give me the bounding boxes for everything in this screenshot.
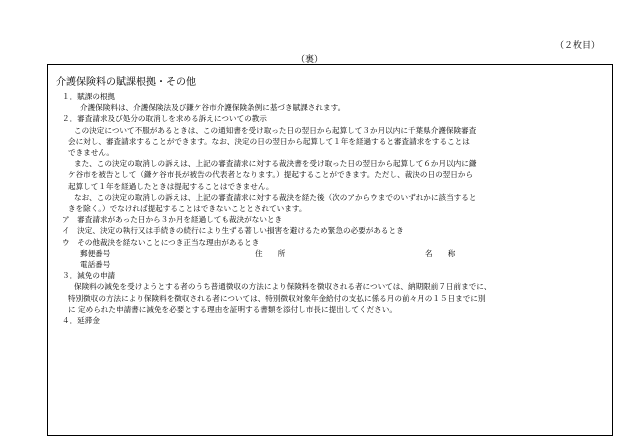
section-2-text-line: きを除く。）でなければ提起することはできないこととされています。 [68, 204, 307, 214]
condition-u: ウ その他裁決を経ないことにつき正当な理由があるとき [62, 237, 260, 247]
section-3-text-line: 特別徴収の方法により保険料を徴収される者については、特別徴収対象年金給付の支払に係る月の前々月の１５日までに別 [68, 293, 486, 303]
phone-label: 電話番号 [80, 260, 111, 270]
section-2-text-line: ケ谷市を被告として（鎌ケ谷市長が被告の代表者となります。）提起することができます。ただし、裁決の日の翌日から [68, 170, 474, 180]
section-2-heading: ２．審査請求及び処分の取消しを求める訴えについての教示 [62, 114, 267, 124]
section-1-heading: １．賦課の根拠 [62, 92, 116, 101]
section-2-text-line: この決定について不服があるときは、この通知書を受け取った日の翌日から起算して３か月以内に千葉県介護保険審査 [74, 125, 477, 135]
section-2-text-line: なお、この決定の取消しの訴えは、上記の審査請求に対する裁決を経た後（次のアからウまでのいずれかに該当すると [74, 192, 477, 202]
condition-i: イ 決定、決定の執行又は手続きの続行により生ずる著しい損害を避けるため緊急の必要があるとき [62, 226, 404, 236]
section-title: 介護保険料の賦課根拠・その他 [56, 77, 196, 88]
section-3-text-line: 保険料の減免を受けようとする者のうち普通徴収の方法により保険料を徴収される者については、納期限前７日前までに、 [74, 282, 492, 292]
section-4-heading: ４．延滞金 [62, 316, 100, 326]
section-2-text-line: できません。 [68, 148, 115, 158]
section-2-text-line: 起算して１年を経過したときは提起することはできません。 [68, 181, 274, 191]
section-3-text-line: に 定められた申請書に減免を必要とする理由を証明する書類を添付し市長に提出してください。 [68, 304, 397, 314]
back-side-label: （裏） [296, 55, 324, 65]
condition-a: ア 審査請求があった日から３か月を経過しても裁決がないとき [62, 215, 283, 225]
contact-row [56, 248, 604, 259]
section-2-text-line: また、この決定の取消しの訴えは、上記の審査請求に対する裁決書を受け取った日の翌日から起算して６か月以内に鎌 [74, 159, 477, 169]
page-number: （２枚目） [554, 41, 600, 51]
name-label: 名 称 [425, 248, 456, 258]
section-3-heading: ３．減免の申請 [62, 271, 116, 281]
section-2-text-line: 会に対し、審査請求することができます。なお、決定の日の翌日から起算して１年を経過すると審査請求をすることは [68, 136, 470, 146]
section-1-text: 介護保険料は、介護保険法及び鎌ケ谷市介護保険条例に基づき賦課されます。 [80, 103, 346, 113]
postal-code-label: 郵便番号 [80, 248, 111, 258]
address-label: 住 所 [255, 248, 286, 258]
notice-content [56, 76, 604, 326]
